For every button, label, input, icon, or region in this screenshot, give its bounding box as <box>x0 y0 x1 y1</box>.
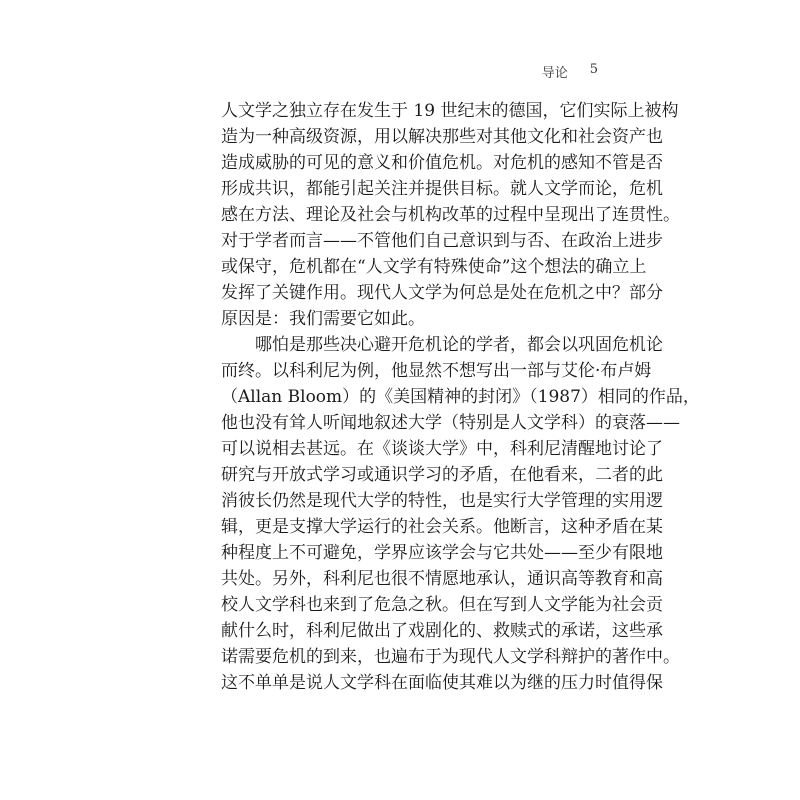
text-line: 人文学之独立存在发生于 19 世纪末的德国，它们实际上被构 <box>221 101 679 121</box>
text-line: 可以说相去甚远。在《谈谈大学》中，科利尼清醒地讨论了 <box>221 439 663 459</box>
paragraph-2 <box>221 332 700 696</box>
text-line: 献什么时，科利尼做出了戏剧化的、救赎式的承诺，这些承 <box>221 621 663 641</box>
text-line: 这不单单是说人文学科在面临使其难以为继的压力时值得保 <box>221 673 663 693</box>
section-title: 导论 <box>541 66 568 81</box>
text-line: 消彼长仍然是现代大学的特性，也是实行大学管理的实用逻 <box>221 491 663 511</box>
text-line: 发挥了关键作用。现代人文学为何总是处在危机之中？部分 <box>221 283 663 303</box>
text-line: 或保守，危机都在“人文学有特殊使命”这个想法的确立上 <box>221 257 647 277</box>
text-line: 原因是：我们需要它如此。 <box>221 309 425 329</box>
text-line: 诺需要危机的到来，也遍布于为现代人文学科辩护的著作中。 <box>221 647 680 667</box>
paragraph-1 <box>221 98 680 332</box>
text-line: 共处。另外，科利尼也很不情愿地承认，通识高等教育和高 <box>221 569 663 589</box>
running-header <box>470 62 598 81</box>
text-line: 他也没有耸人听闻地叙述大学（特别是人文学科）的衰落—— <box>221 413 680 433</box>
text-line: 校人文学科也来到了危急之秋。但在写到人文学能为社会贡 <box>221 595 663 615</box>
text-line: 而终。以科利尼为例，他显然不想写出一部与艾伦·布卢姆 <box>221 361 652 381</box>
text-line: 辑，更是支撑大学运行的社会关系。他断言，这种矛盾在某 <box>221 517 663 537</box>
text-line: 研究与开放式学习或通识学习的矛盾，在他看来，二者的此 <box>221 465 663 485</box>
text-line: 对于学者而言——不管他们自己意识到与否、在政治上进步 <box>221 231 663 251</box>
text-line: 形成共识，都能引起关注并提供目标。就人文学而论，危机 <box>221 179 663 199</box>
text-line: （Allan Bloom）的《美国精神的封闭》（1987）相同的作品， <box>221 387 700 407</box>
body-text <box>221 98 700 696</box>
text-line: 哪怕是那些决心避开危机论的学者，都会以巩固危机论 <box>255 335 663 355</box>
text-line: 种程度上不可避免，学界应该学会与它共处——至少有限地 <box>221 543 663 563</box>
text-line: 造为一种高级资源，用以解决那些对其他文化和社会资产也 <box>221 127 663 147</box>
text-line: 感在方法、理论及社会与机构改革的过程中呈现出了连贯性。 <box>221 205 680 225</box>
page-number: 5 <box>589 62 598 77</box>
text-line: 造成威胁的可见的意义和价值危机。对危机的感知不管是否 <box>221 153 663 173</box>
